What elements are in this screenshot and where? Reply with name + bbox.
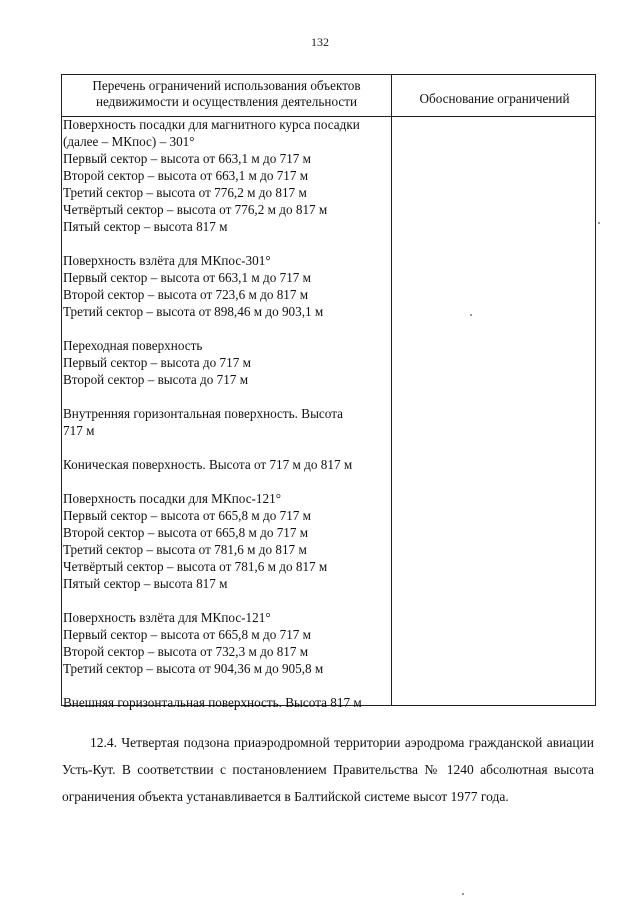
restriction-line: Второй сектор – высота от 663,1 м до 717 м [63,168,309,183]
restrictions-cell [63,116,389,711]
restriction-block-transitional [63,337,389,388]
restriction-line: Первый сектор – высота от 663,1 м до 717 м [63,270,312,285]
restriction-line: Коническая поверхность. Высота от 717 м до 817 м [63,457,353,472]
restriction-line: Третий сектор – высота от 904,36 м до 905,8 м [63,661,324,676]
restriction-line: Внутренняя горизонтальная поверхность. Высота [63,406,343,421]
restriction-line: Первый сектор – высота до 717 м [63,355,251,370]
restriction-line: 717 м [63,423,95,438]
header-restrictions-list [62,78,391,110]
restriction-line: Пятый сектор – высота 817 м [63,219,228,234]
restriction-block-conical [63,456,389,473]
restriction-line: Четвёртый сектор – высота от 776,2 м до 817 м [63,202,328,217]
restriction-line: Внешняя горизонтальная поверхность. Высота 817 м [63,695,362,710]
scan-speck [470,314,472,316]
restrictions-table [61,74,596,710]
restriction-line: Первый сектор – высота от 663,1 м до 717 м [63,151,312,166]
restriction-line: Второй сектор – высота от 732,3 м до 817 м [63,644,309,659]
restriction-line: Третий сектор – высота от 776,2 м до 817 м [63,185,307,200]
restriction-line: Третий сектор – высота от 781,6 м до 817 м [63,542,307,557]
restriction-line: Поверхность взлёта для МКпос-121° [63,610,271,625]
restriction-line: Поверхность посадки для магнитного курса посадки [63,117,360,132]
column-divider [391,75,392,705]
restriction-block-landing-301 [63,116,389,235]
header-justification: Обоснование ограничений [419,91,570,106]
restriction-line: (далее – МКпос) – 301° [63,134,195,149]
scan-speck [462,893,464,895]
paragraph-text: 12.4. Четвертая подзона приаэродромной территории аэродрома гражданской авиации Усть-Кут. В соответствии с постановлением Правительства № 1240 абсолютная высота ограничения объекта устанавливается в Балтийской системе высот 1977 года. [62,735,594,804]
restriction-line: Переходная поверхность [63,338,203,353]
restriction-line: Третий сектор – высота от 898,46 м до 903,1 м [63,304,324,319]
header-left-line: недвижимости и осуществления деятельности [95,94,358,109]
restriction-line: Первый сектор – высота от 665,8 м до 717 м [63,627,312,642]
page-number: 132 [311,35,329,49]
restriction-line: Поверхность посадки для МКпос-121° [63,491,281,506]
header-left-line: Перечень ограничений использования объектов [92,78,361,93]
restriction-line: Первый сектор – высота от 665,8 м до 717 м [63,508,312,523]
restriction-block-outer-horizontal [63,694,389,711]
restriction-block-inner-horizontal [63,405,389,439]
restriction-block-landing-121 [63,490,389,592]
restriction-line: Поверхность взлёта для МКпос-301° [63,253,271,268]
section-paragraph [62,729,594,810]
restriction-line: Второй сектор – высота до 717 м [63,372,249,387]
restriction-line: Второй сектор – высота от 723,6 м до 817 м [63,287,309,302]
scan-speck [598,222,600,224]
restriction-line: Второй сектор – высота от 665,8 м до 717 м [63,525,309,540]
restriction-block-takeoff-301 [63,252,389,320]
restriction-line: Пятый сектор – высота 817 м [63,576,228,591]
restriction-line: Четвёртый сектор – высота от 781,6 м до 817 м [63,559,328,574]
restriction-block-takeoff-121 [63,609,389,677]
